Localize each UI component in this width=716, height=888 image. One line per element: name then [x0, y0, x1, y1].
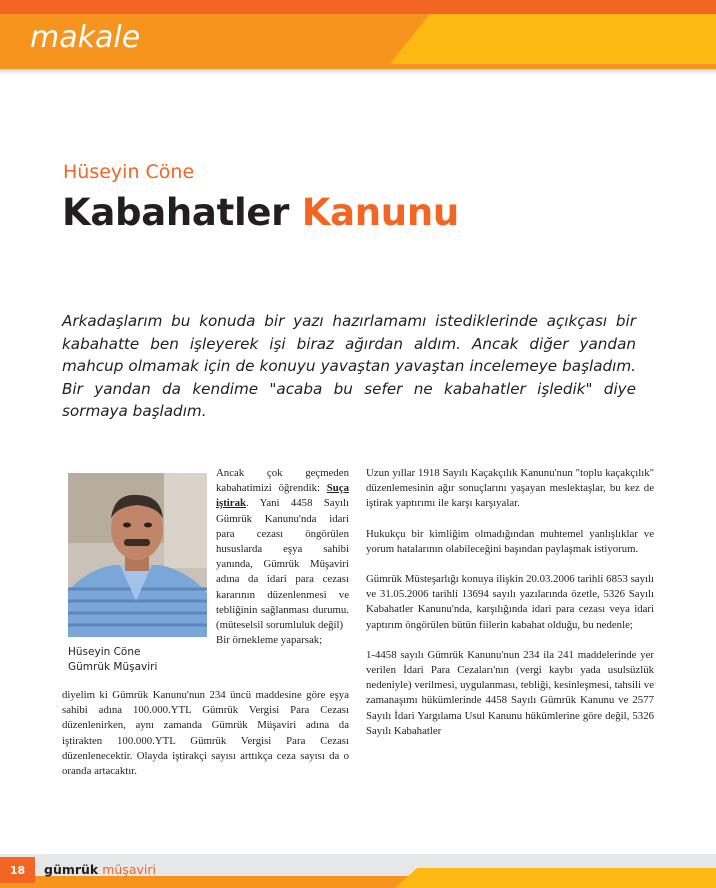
column-b [366, 466, 654, 754]
column-a-wide: diyelim ki Gümrük Kanunu'nun 234 üncü maddesine göre eşya sahibi adına 100.000.YTL Gümrük Vergisi Para Cezası düzenlenirken, aynı zamanda Gümrük Müşaviri adına da iştirakten 100.000.YTL Gümrük Vergisi Para Cezası düzenlenecektir. Olayda iştirakçi sayısı arttıkça ceza sayısı da o oranda artacaktır. [62, 689, 349, 778]
footer-accent-stripe [395, 868, 716, 888]
author-photo [68, 473, 207, 637]
magazine-brand [44, 862, 156, 878]
column-a-text-1: Ancak çok geçmeden kabahatimizi öğrendik: [216, 467, 349, 495]
page-number: 18 [0, 857, 35, 883]
column-b-paragraph-3: Gümrük Müsteşarlığı konuya ilişkin 20.03.2006 tarihli 6853 sayılı ve 31.05.2006 tarihli 13694 sayılı yazılarında özetle, 5326 Sayılı Kabahatler Kanunu'nda, karşılığında idari para cezası veya idari yaptırım öngörülen bütün fiilerin kabahat olduğu, bu nedenle; [366, 573, 654, 631]
column-b-paragraph-1: Uzun yıllar 1918 Sayılı Kaçakçılık Kanunu'nun "toplu kaçakçılık" düzenlemesinin ağır sonuçlarını yaşayan meslektaşlar, bu kez de iştirak yaptırımı ile karşı karşıyalar. [366, 467, 654, 510]
caption-title: Gümrük Müşaviri [68, 661, 158, 673]
header-accent-stripe [390, 14, 716, 64]
section-label: makale [30, 20, 141, 55]
suca-istirak-term: Suça iştirak [216, 482, 349, 510]
photo-caption [68, 645, 157, 675]
title-part-2: Kanunu [301, 191, 459, 234]
author-portrait-illustration [68, 473, 207, 637]
column-a-text-2: . Yani 4458 Sayılı Gümrük Kanunu'nda idari para cezası öngörülen hususlarda eşya sahibi yanında, Gümrük Müşaviri adına da idari para cezası kararının düzenlenmesi ve tebliğinin sağlanması durumu.(müteselsil sorumluluk değil) [216, 497, 349, 632]
header-shadow [0, 69, 716, 75]
column-a-narrow [216, 466, 349, 648]
column-b-paragraph-2: Hukukçu bir kimliğim olmadığından muhtemel yanlışlıklar ve yorum hatalarının olabileceğini başından paylaşmak istiyorum. [366, 527, 654, 555]
column-a-text-3: Bir örnekleme yaparsak; [216, 634, 323, 647]
article-title [62, 189, 459, 237]
header-top-strip [0, 0, 716, 14]
title-part-1: Kabahatler [62, 191, 290, 234]
caption-name: Hüseyin Cöne [68, 646, 141, 658]
author-name: Hüseyin Cöne [63, 161, 195, 183]
column-b-paragraph-4: 1-4458 sayılı Gümrük Kanunu'nun 234 ila 241 maddelerinde yer verilen İdari Para Cezaları'nın (vergi kaybı yada usulsüzlük nedeniyle) verilmesi, uygulanması, tebliği, kesinleşmesi, tahsili ve zamanaşımı hükümlerinde 4458 Sayılı Gümrük Kanunu ve 2577 Sayılı İdari Yargılama Usul Kanunu hükümlerine göre değil, 5326 Sayılı Kabahatler [366, 648, 654, 737]
brand-part-2: müşaviri [102, 862, 156, 877]
brand-part-1: gümrük [44, 862, 99, 877]
lead-paragraph: Arkadaşlarım bu konuda bir yazı hazırlamamı istediklerinde açıkçası bir kabahatte ben işleyerek işi biraz ağırdan aldım. Ancak diğer yandan mahcup olmamak için de konuyu yavaştan yavaştan incelemeye başladım. Bir yandan da kendime "acaba bu sefer ne kabahatler işledik" diye sormaya başladım. [62, 312, 636, 420]
